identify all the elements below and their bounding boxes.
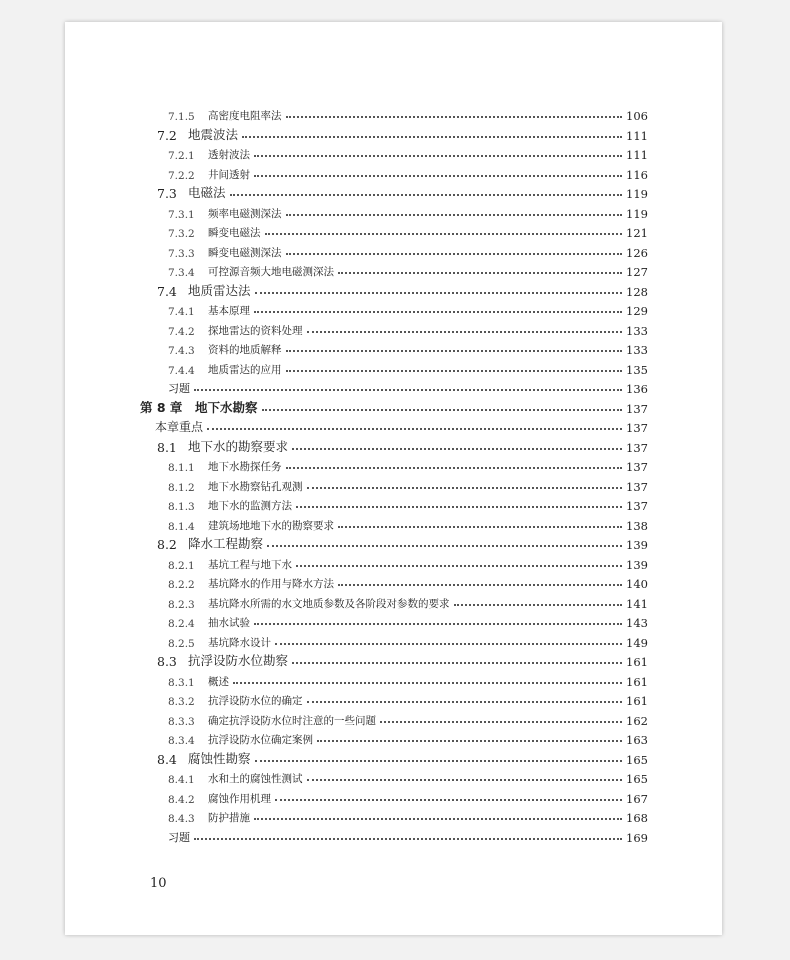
toc-entry[interactable] [168,807,648,825]
section-number: 7.3 [157,186,177,201]
section-number: 7.3.4 [168,267,195,279]
toc-entry[interactable] [168,788,648,806]
toc-entry[interactable] [140,398,648,416]
section-title: 确定抗浮设防水位时注意的一些问题 [208,714,376,727]
dot-leader [262,409,622,411]
dot-leader [338,584,622,586]
section-title: 瞬变电磁法 [208,227,261,239]
toc-entry[interactable] [168,203,648,221]
section-title: 资料的地质解释 [208,344,282,356]
dot-leader [286,370,623,372]
toc-entry[interactable] [168,495,648,513]
section-title: 降水工程勘察 [188,536,264,551]
page-ref: 127 [626,265,648,279]
section-number: 8.3.1 [168,676,195,689]
section-number: 7.4.4 [168,364,195,377]
toc-entry[interactable] [168,320,648,338]
section-number: 8.2.1 [168,559,195,572]
section-title: 可控源音频大地电磁测深法 [208,266,334,278]
section-title: 地下水的勘察要求 [188,438,289,454]
toc-entry[interactable] [168,242,648,260]
section-title: 防护措施 [208,812,250,824]
page-ref: 139 [626,557,648,572]
page-ref: 138 [626,518,648,533]
page-ref: 137 [626,499,648,513]
page-ref: 116 [626,167,648,182]
toc-entry[interactable] [168,729,648,747]
section-title: 概述 [208,675,229,688]
page-ref: 111 [626,128,648,143]
toc-entry[interactable] [168,261,648,279]
section-number: 8.2 [157,537,177,552]
page-ref: 167 [626,791,648,806]
dot-leader [307,779,623,781]
dot-leader [317,740,622,742]
section-number: 第 8 章 [140,399,183,415]
dot-leader [454,604,623,606]
toc-entry[interactable] [168,593,648,611]
section-title: 地下水勘察钻孔观测 [208,480,303,493]
section-number: 8.3 [157,654,177,669]
section-number: 7.3.2 [168,228,195,240]
dot-leader [230,194,622,196]
toc-entry[interactable] [168,164,648,182]
toc-entry[interactable] [168,378,648,396]
dot-leader [254,818,622,820]
dot-leader [194,838,622,840]
page-ref: 161 [626,694,648,708]
dot-leader [338,272,622,274]
page-ref: 111 [626,148,648,162]
dot-leader [254,311,622,313]
section-title: 地质雷达法 [188,282,251,298]
toc-entry[interactable] [168,515,648,533]
page-ref: 106 [626,109,648,123]
dot-leader [255,760,622,762]
page-ref: 126 [626,245,648,260]
section-title: 抗浮设防水位确定案例 [208,734,313,746]
dot-leader [207,428,622,430]
dot-leader [267,545,622,547]
section-number: 8.2.2 [168,579,195,591]
dot-leader [255,292,622,294]
section-number: 8.3.3 [168,715,195,728]
dot-leader [194,389,622,391]
page-ref: 149 [626,635,648,650]
dot-leader [307,701,623,703]
page-ref: 133 [626,323,648,338]
section-title: 井间透射 [208,168,250,181]
page-ref: 161 [626,674,648,689]
dot-leader [254,175,622,177]
section-title: 地下水勘察 [195,399,258,415]
dot-leader [292,448,622,450]
section-number: 8.1.4 [168,520,195,533]
page-ref: 137 [626,460,648,474]
dot-leader [338,526,622,528]
page-ref: 141 [626,596,648,611]
section-number: 8.4 [157,751,177,767]
section-title: 电磁法 [188,185,226,200]
section-number: 7.4.2 [168,325,195,338]
page-ref: 133 [626,343,648,357]
toc-entry[interactable] [168,612,648,630]
dot-leader [307,331,623,333]
toc-entry[interactable] [157,534,648,552]
page-ref: 162 [626,713,648,728]
section-title: 透射波法 [208,149,250,161]
page-ref: 135 [626,362,648,377]
toc-entry[interactable] [168,827,648,845]
page-ref: 168 [626,811,648,825]
toc-entry[interactable] [168,573,648,591]
page-ref: 128 [626,284,648,299]
toc-entry[interactable] [168,105,648,123]
section-number: 7.4.3 [168,345,195,357]
dot-leader [254,155,622,157]
dot-leader [275,799,622,801]
toc-entry[interactable] [168,554,648,572]
page-ref: 161 [626,655,648,669]
section-number: 8.1.1 [168,462,195,474]
section-title: 习题 [168,830,190,844]
section-title: 腐蚀作用机理 [208,792,271,805]
page-ref: 137 [626,440,648,455]
toc-entry[interactable] [155,417,648,435]
page-ref: 139 [626,538,648,552]
toc-entry[interactable] [168,222,648,240]
section-number: 8.2.4 [168,618,195,630]
section-number: 8.4.2 [168,793,195,806]
section-number: 8.1 [157,439,177,455]
page-ref: 119 [626,187,648,201]
section-title: 地震波法 [188,126,239,142]
section-title: 探地雷达的资料处理 [208,324,303,337]
page-ref: 140 [626,577,648,591]
toc-entry[interactable] [157,437,648,455]
section-number: 7.3.3 [168,247,195,260]
section-title: 频率电磁测深法 [208,207,282,220]
toc-entry[interactable] [168,456,648,474]
section-number: 7.3.1 [168,208,195,221]
dot-leader [233,682,622,684]
page-ref: 129 [626,304,648,318]
dot-leader [254,623,622,625]
section-title: 基坑降水设计 [208,636,271,649]
section-title: 地下水的监测方法 [208,500,292,512]
section-number: 8.1.2 [168,481,195,494]
toc-entry[interactable] [168,359,648,377]
toc-entry[interactable] [168,300,648,318]
section-number: 7.4 [157,283,177,299]
dot-leader [307,487,623,489]
page-ref: 121 [626,226,648,240]
section-number: 8.4.3 [168,813,195,825]
section-title: 抽水试验 [208,617,250,629]
section-title: 抗浮设防水位的确定 [208,695,303,707]
toc-entry[interactable] [168,768,648,786]
toc-entry[interactable] [157,651,648,669]
toc-entry[interactable] [168,476,648,494]
toc-entry[interactable] [157,281,648,299]
section-title: 地下水勘探任务 [208,461,282,473]
page-ref: 137 [626,479,648,494]
section-title: 高密度电阻率法 [208,110,282,122]
section-title: 本章重点 [155,420,204,434]
section-title: 基本原理 [208,305,250,317]
section-number: 8.1.3 [168,501,195,513]
toc-entry[interactable] [168,710,648,728]
page-ref: 143 [626,616,648,630]
section-number: 8.3.2 [168,696,195,708]
dot-leader [286,467,623,469]
page-ref: 169 [626,830,648,845]
section-number: 7.2 [157,127,177,143]
page-ref: 163 [626,733,648,747]
dot-leader [275,643,622,645]
dot-leader [265,233,623,235]
section-title: 建筑场地地下水的勘察要求 [208,519,334,532]
dot-leader [286,214,623,216]
page-ref: 119 [626,206,648,221]
page-ref: 137 [626,401,648,416]
toc-entry[interactable] [168,690,648,708]
section-number: 7.1.5 [168,111,195,123]
dot-leader [286,116,623,118]
dot-leader [292,662,622,664]
dot-leader [286,350,623,352]
section-number: 7.4.1 [168,306,195,318]
section-title: 地质雷达的应用 [208,363,282,376]
section-title: 抗浮设防水位勘察 [188,653,289,668]
section-number: 7.2.2 [168,169,195,182]
toc-entry[interactable] [157,749,648,767]
page-number: 10 [150,876,167,891]
toc-entry[interactable] [157,183,648,201]
section-number: 7.2.1 [168,150,195,162]
section-title: 基坑工程与地下水 [208,558,292,571]
page-ref: 165 [626,772,648,786]
section-title: 水和土的腐蚀性测试 [208,773,303,785]
section-title: 习题 [168,382,190,395]
section-title: 基坑降水所需的水文地质参数及各阶段对参数的要求 [208,597,450,610]
dot-leader [296,506,622,508]
page-ref: 137 [626,421,648,435]
page-ref: 165 [626,752,648,767]
section-title: 瞬变电磁测深法 [208,246,282,259]
toc-entry[interactable] [168,671,648,689]
toc-entry[interactable] [168,632,648,650]
section-title: 基坑降水的作用与降水方法 [208,578,334,590]
section-number: 8.2.3 [168,598,195,611]
toc-entry[interactable] [168,339,648,357]
section-title: 腐蚀性勘察 [188,750,251,766]
dot-leader [242,136,622,138]
section-number: 8.3.4 [168,735,195,747]
toc-entry[interactable] [157,125,648,143]
dot-leader [380,721,622,723]
toc-entry[interactable] [168,144,648,162]
dot-leader [296,565,622,567]
page-ref: 136 [626,382,648,396]
section-number: 8.4.1 [168,774,195,786]
section-number: 8.2.5 [168,637,195,650]
dot-leader [286,253,623,255]
